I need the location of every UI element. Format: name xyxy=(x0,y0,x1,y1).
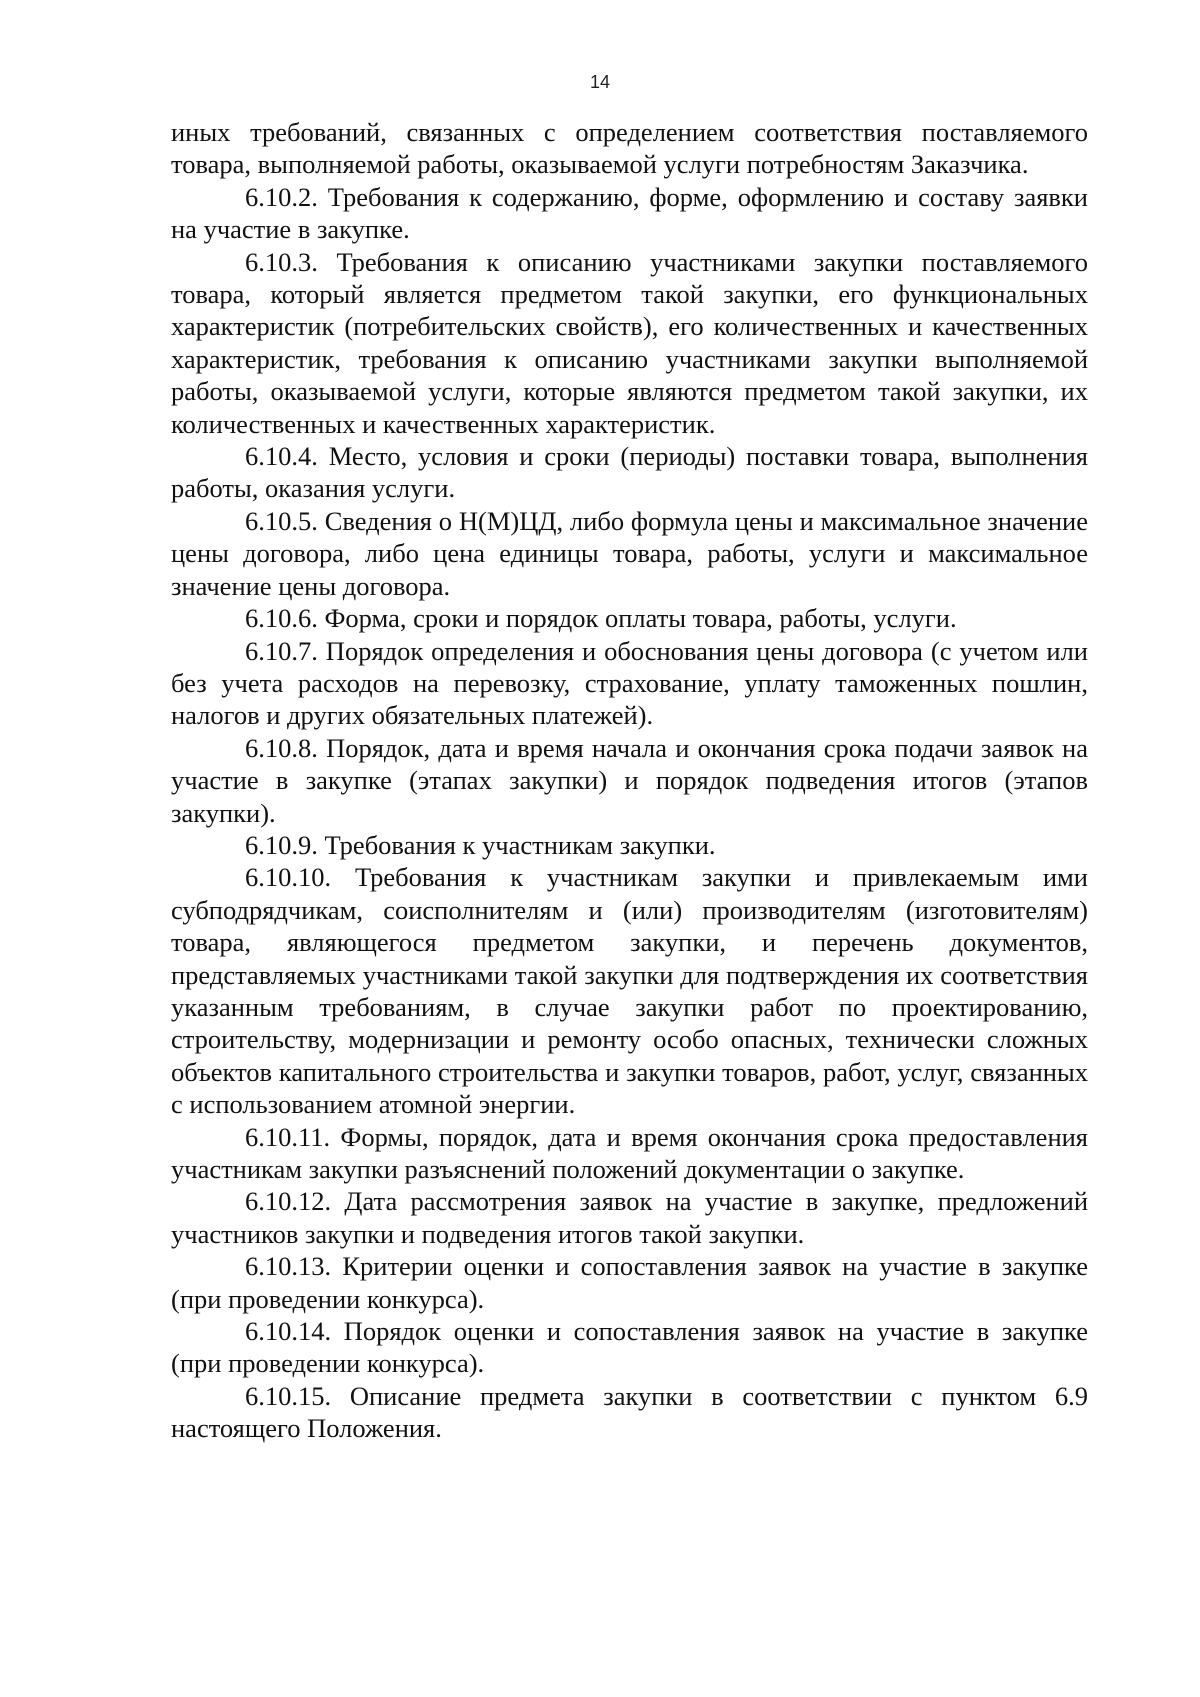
paragraph-6-10-12: 6.10.12. Дата рассмотрения заявок на участие в закупке, предложений участников закупки и подведения итогов такой закупки. xyxy=(171,1186,1088,1249)
paragraph-continuation: иных требований, связанных с определением соответствия поставляемого товара, выполняемой работы, оказываемой услуги потребностям Заказчика. xyxy=(171,117,1088,180)
paragraph-6-10-11: 6.10.11. Формы, порядок, дата и время окончания срока предоставления участникам закупки разъяснений положений документации о закупке. xyxy=(171,1121,1088,1184)
paragraph-6-10-4: 6.10.4. Место, условия и сроки (периоды) поставки товара, выполнения работы, оказания услуги. xyxy=(171,441,1088,504)
paragraph-6-10-6: 6.10.6. Форма, сроки и порядок оплаты товара, работы, услуги. xyxy=(245,603,957,634)
paragraph-6-10-3: 6.10.3. Требования к описанию участниками закупки поставляемого товара, который является предметом такой закупки, его функциональных характеристик (потребительских свойств), его количественных и качественных характеристик, требования к описанию участниками закупки выполняемой работы, оказываемой услуги, которые являются предметом такой закупки, их количественных и качественных характеристик. xyxy=(171,246,1088,439)
paragraph-6-10-7: 6.10.7. Порядок определения и обоснования цены договора (с учетом или без учета расходов на перевозку, страхование, уплату таможенных пошлин, налогов и других обязательных платежей). xyxy=(171,635,1088,731)
paragraph-6-10-8: 6.10.8. Порядок, дата и время начала и окончания срока подачи заявок на участие в закупке (этапах закупки) и порядок подведения итогов (этапов закупки). xyxy=(171,732,1088,828)
paragraph-6-10-5: 6.10.5. Сведения о Н(М)ЦД, либо формула цены и максимальное значение цены договора, либо цена единицы товара, работы, услуги и максимальное значение цены договора. xyxy=(171,505,1088,601)
page-number: 14 xyxy=(589,72,611,92)
paragraph-6-10-14: 6.10.14. Порядок оценки и сопоставления заявок на участие в закупке (при проведении конкурса). xyxy=(171,1316,1088,1379)
paragraph-6-10-9: 6.10.9. Требования к участникам закупки. xyxy=(245,829,716,860)
paragraph-6-10-2: 6.10.2. Требования к содержанию, форме, оформлению и составу заявки на участие в закупке. xyxy=(171,181,1088,245)
document-body xyxy=(171,116,1088,1445)
paragraph-6-10-13: 6.10.13. Критерии оценки и сопоставления заявок на участие в закупке (при проведении конкурса). xyxy=(171,1251,1088,1314)
paragraph-6-10-10: 6.10.10. Требования к участникам закупки и привлекаемым ими субподрядчикам, соисполнителям и (или) производителям (изготовителям) товара, являющегося предметом закупки, и перечень документов, представляемых участниками такой закупки для подтверждения их соответствия указанным требованиям, в случае закупки работ по проектированию, строительству, модернизации и ремонту особо опасных, технически сложных объектов капитального строительства и закупки товаров, работ, услуг, связанных с использованием атомной энергии. xyxy=(171,862,1088,1120)
paragraph-6-10-15: 6.10.15. Описание предмета закупки в соответствии с пунктом 6.9 настоящего Положения. xyxy=(171,1380,1088,1444)
